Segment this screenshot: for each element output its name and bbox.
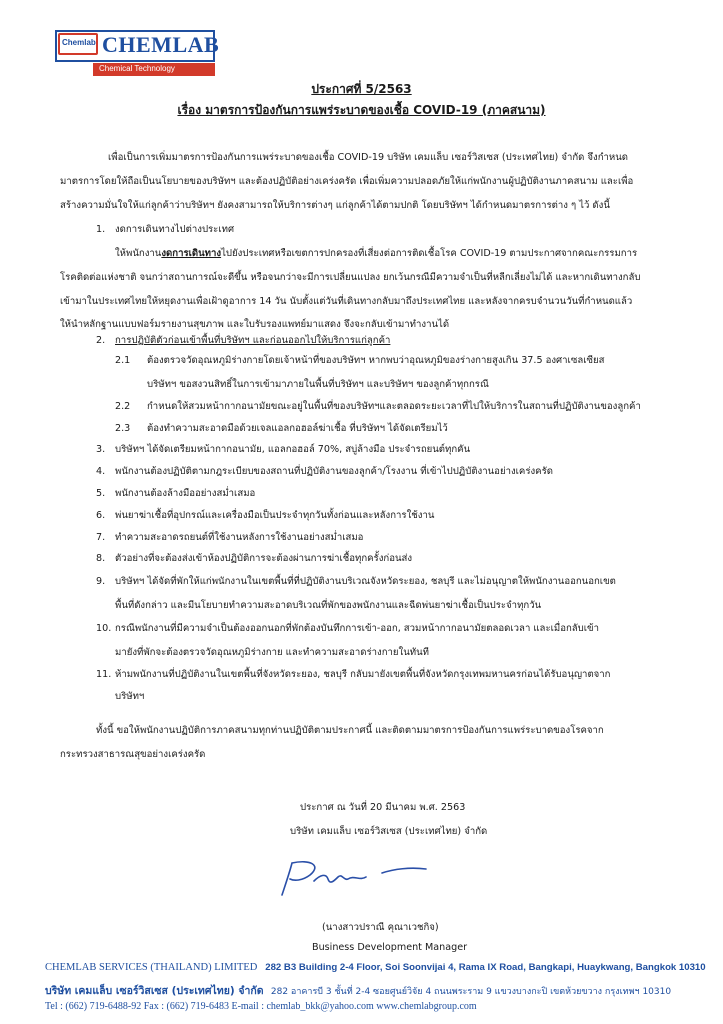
item-2-3-number: 2.3: [115, 423, 131, 434]
item-2-1-number: 2.1: [115, 355, 131, 366]
item-1-title: งดการเดินทางไปต่างประเทศ: [115, 224, 235, 235]
item-2-2-line-1: กำหนดให้สวมหน้ากากอนามัยขณะอยู่ในพื้นที่ของบริษัทฯและตลอดระยะเวลาที่ไปให้บริการในสถานที่ปฏิบัติงานของลูกค้า: [147, 401, 641, 412]
item-11-line-2: บริษัทฯ: [115, 691, 145, 702]
logo-wordmark: CHEMLAB: [102, 32, 220, 57]
item-1-line-2: โรคติดต่อแห่งชาติ จนกว่าสถานการณ์จะดีขึ้น หรือจนกว่าจะมีการเปลี่ยนแปลง ยกเว้นกรณีมีความจำเป็นที่หลีกเลี่ยงไม่ได้ และหากเดินทางกลับ: [60, 272, 641, 283]
item-1-post: ไปยังประเทศหรือเขตการปกครองที่เสี่ยงต่อการติดเชื้อโรค COVID-19 ตามประกาศจากคณะกรรมการ: [221, 248, 638, 259]
item-1-line-4: ให้นำหลักฐานแบบฟอร์มรายงานสุขภาพ และใบรับรองแพทย์มาแสดง จึงจะกลับเข้ามาทำงานได้: [60, 319, 450, 330]
signatory-name: (นางสาวปราณี คุณาเวชกิจ): [322, 922, 439, 933]
announcement-number: ประกาศที่ 5/2563: [311, 82, 412, 96]
item-1-line-3: เข้ามาในประเทศไทยให้หยุดงานเพื่อเฝ้าดูอาการ 14 วัน นับตั้งแต่วันที่เดินทางกลับมาถึงประเทศไทย และหลังจากครบจำนวนวันที่กำหนดแล้ว: [60, 296, 633, 307]
signoff-company: บริษัท เคมแล็บ เซอร์วิสเซส (ประเทศไทย) จำกัด: [290, 826, 488, 837]
item-11-line-1: ห้ามพนักงานที่ปฏิบัติงานในเขตพื้นที่จังหวัดระยอง, ชลบุรี กลับมายังเขตพื้นที่จังหวัดกรุงเทพมหานครก่อนได้รับอนุญาตจาก: [115, 669, 611, 680]
item-2-1-line-1: ต้องตรวจวัดอุณหภูมิร่างกายโดยเจ้าหน้าที่ของบริษัทฯ หากพบว่าอุณหภูมิของร่างกายสูงเกิน 37.5 องศาเซลเซียส: [147, 355, 605, 366]
item-2-3-line-1: ต้องทำความสะอาดมือด้วยเจลแอลกอฮอล์ฆ่าเชื้อ ที่บริษัทฯ ได้จัดเตรียมไว้: [147, 423, 448, 434]
item-7-text: ทำความสะอาดรถยนต์ที่ใช้งานหลังการใช้งานอย่างสม่ำเสมอ: [115, 532, 364, 543]
intro-line-3: สร้างความมั่นใจให้แก่ลูกค้าว่าบริษัทฯ ยังคงสามารถให้บริการต่างๆ แก่ลูกค้าได้ตามปกติ โดยบริษัทฯ ได้กำหนดมาตรการต่าง ๆ ไว้ ดังนี้: [60, 200, 610, 211]
footer-company-en: CHEMLAB SERVICES (THAILAND) LIMITED: [45, 962, 258, 973]
item-3-number: 3.: [96, 444, 106, 455]
announcement-date: ประกาศ ณ วันที่ 20 มีนาคม พ.ศ. 2563: [300, 802, 466, 813]
item-9-line-1: บริษัทฯ ได้จัดที่พักให้แก่พนักงานในเขตพื้นที่ที่ปฏิบัติงานบริเวณจังหวัดระยอง, ชลบุรี และไม่อนุญาตให้พนักงานออกนอกเขต: [115, 576, 616, 587]
item-6-text: พ่นยาฆ่าเชื้อที่อุปกรณ์และเครื่องมือเป็นประจำทุกวันทั้งก่อนและหลังการใช้งาน: [115, 510, 435, 521]
footer-contact: Tel : (662) 719-6488-92 Fax : (662) 719-6483 E-mail : chemlab_bkk@yahoo.com www.chemlabgroup.com: [45, 1001, 477, 1012]
intro-line-1: เพื่อเป็นการเพิ่มมาตรการป้องกันการแพร่ระบาดของเชื้อ COVID-19 บริษัท เคมแล็บ เซอร์วิสเซส (ประเทศไทย) จำกัด จึงกำหนด: [108, 152, 629, 163]
footer-address-en: 282 B3 Building 2-4 Floor, Soi Soonvijai 4, Rama IX Road, Bangkapi, Huaykwang, Bangkok 10310: [265, 962, 706, 973]
item-4-text: พนักงานต้องปฏิบัติตามกฎระเบียบของสถานที่ปฏิบัติงานของลูกค้า/โรงงาน ที่เข้าไปปฏิบัติงานอย่างเคร่งครัด: [115, 466, 553, 477]
item-10-line-2: มายังที่พักจะต้องตรวจวัดอุณหภูมิร่างกาย และทำความสะอาดร่างกายในทันที: [115, 647, 429, 658]
item-2-title: การปฏิบัติตัวก่อนเข้าพื้นที่บริษัทฯ และก่อนออกไปให้บริการแก่ลูกค้า: [115, 335, 391, 346]
item-1-emphasis: งดการเดินทาง: [161, 248, 222, 259]
footer-address-th: 282 อาคารบี 3 ชั้นที่ 2-4 ซอยศูนย์วิจัย 4 ถนนพระราม 9 แขวงบางกะปิ เขตห้วยขวาง กรุงเทพฯ 10310: [270, 987, 672, 997]
footer-english: [45, 962, 706, 973]
item-1-pre: ให้พนักงาน: [115, 248, 162, 259]
footer-thai: [45, 982, 671, 999]
item-10-number: 10.: [96, 623, 112, 634]
item-9-number: 9.: [96, 576, 106, 587]
item-8-number: 8.: [96, 553, 106, 564]
footer-company-th: บริษัท เคมแล็บ เซอร์วิสเซส (ประเทศไทย) จำกัด: [45, 985, 264, 997]
item-2-1-line-2: บริษัทฯ ขอสงวนสิทธิ์ในการเข้ามาภายในพื้นที่บริษัทฯ และบริษัทฯ ของลูกค้าทุกกรณี: [147, 379, 489, 390]
signature: [270, 855, 440, 905]
item-3-text: บริษัทฯ ได้จัดเตรียมหน้ากากอนามัย, แอลกอฮอล์ 70%, สบู่ล้างมือ ประจำรถยนต์ทุกคัน: [115, 444, 471, 455]
item-2-number: 2.: [96, 335, 106, 346]
item-1-paragraph-first: [115, 247, 637, 261]
logo-emblem: [58, 33, 98, 55]
item-7-number: 7.: [96, 532, 106, 543]
item-2-2-number: 2.2: [115, 401, 131, 412]
item-8-text: ตัวอย่างที่จะต้องส่งเข้าห้องปฏิบัติการจะต้องผ่านการฆ่าเชื้อทุกครั้งก่อนส่ง: [115, 553, 413, 564]
closing-line-1: ทั้งนี้ ขอให้พนักงานปฏิบัติการภาคสนามทุกท่านปฏิบัติตามประกาศนี้ และติดตามมาตรการป้องกันการแพร่ระบาดของโรคจาก: [96, 725, 604, 736]
item-6-number: 6.: [96, 510, 106, 521]
chemlab-logo: [55, 30, 220, 78]
intro-line-2: มาตรการโดยให้ถือเป็นนโยบายของบริษัทฯ และต้องปฏิบัติอย่างเคร่งครัด เพื่อเพิ่มความปลอดภัยให้แก่พนักงานผู้ปฏิบัติงานภาคสนาม และเพื่อ: [60, 176, 634, 187]
item-4-number: 4.: [96, 466, 106, 477]
announcement-subject: เรื่อง มาตรการป้องกันการแพร่ระบาดของเชื้อ COVID-19 (ภาคสนาม): [177, 103, 546, 117]
item-10-line-1: กรณีพนักงานที่มีความจำเป็นต้องออกนอกที่พักต้องบันทึกการเข้า-ออก, สวมหน้ากากอนามัยตลอดเวลา และเมื่อกลับเข้า: [115, 623, 599, 634]
item-5-text: พนักงานต้องล้างมืออย่างสม่ำเสมอ: [115, 488, 256, 499]
item-9-line-2: พื้นที่ดังกล่าว และมีนโยบายทำความสะอาดบริเวณที่พักของพนักงานและฉีดพ่นยาฆ่าเชื้อเป็นประจำทุกวัน: [115, 600, 542, 611]
logo-tagline: Chemical Technology: [99, 64, 175, 73]
item-11-number: 11.: [96, 669, 112, 680]
item-1-number: 1.: [96, 224, 106, 235]
item-5-number: 5.: [96, 488, 106, 499]
closing-line-2: กระทรวงสาธารณสุขอย่างเคร่งครัด: [60, 749, 206, 760]
logo-small-text: Chemlab: [62, 38, 96, 47]
signatory-position: Business Development Manager: [312, 942, 468, 953]
